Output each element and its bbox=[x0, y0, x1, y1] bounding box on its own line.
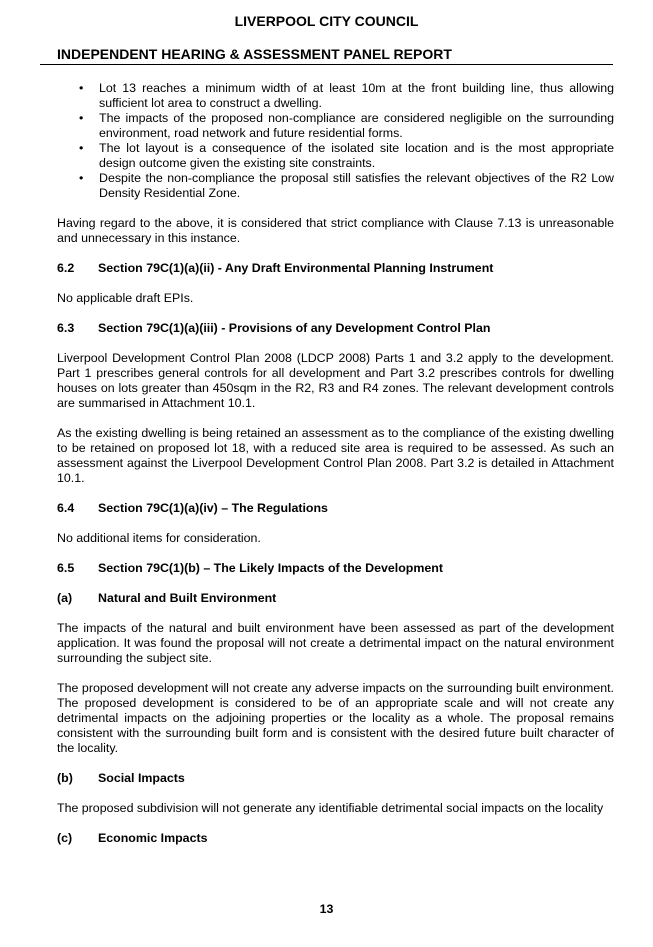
paragraph: No applicable draft EPIs. bbox=[57, 291, 194, 305]
paragraph: No additional items for consideration. bbox=[57, 531, 261, 545]
bullet-item: • The impacts of the proposed non-compliance are considered negligible on the surrounding environment, road network and future residential forms. bbox=[57, 111, 614, 141]
section-title: Section 79C(1)(b) – The Likely Impacts of the Development bbox=[98, 561, 443, 575]
section-number: 6.5 bbox=[57, 561, 75, 575]
bullet-item: • Lot 13 reaches a minimum width of at least 10m at the front building line, thus allowing sufficient lot area to construct a dwelling. bbox=[57, 81, 614, 111]
paragraph: The proposed development will not create any adverse impacts on the surrounding built environment. The proposed development is considered to be of an appropriate scale and will not create any detrimental impacts on the adjoining properties or the locality as a whole. The proposal remains consistent with the surrounding built form and is consistent with the desired future built character of the locality. bbox=[57, 681, 614, 755]
paragraph: The proposed subdivision will not generate any identifiable detrimental social impacts on the locality bbox=[57, 801, 604, 815]
document-body bbox=[57, 81, 614, 846]
section-heading-6-2 bbox=[57, 261, 614, 276]
bullet-item: • Despite the non-compliance the proposal still satisfies the relevant objectives of the R2 Low Density Residential Zone. bbox=[57, 171, 614, 201]
section-number: 6.4 bbox=[57, 501, 75, 515]
subsection-title: Social Impacts bbox=[98, 771, 185, 785]
subsection-letter: (c) bbox=[57, 831, 73, 845]
council-name: LIVERPOOL CITY COUNCIL bbox=[234, 13, 419, 29]
subsection-letter: (b) bbox=[57, 771, 73, 785]
report-title: INDEPENDENT HEARING & ASSESSMENT PANEL REPORT bbox=[57, 46, 452, 62]
subsection-title: Economic Impacts bbox=[98, 831, 208, 845]
paragraph-regard: Having regard to the above, it is considered that strict compliance with Clause 7.13 is unreasonable and unnecessary in this instance. bbox=[57, 216, 614, 245]
page-number: 13 bbox=[319, 902, 334, 916]
section-title: Section 79C(1)(a)(iii) - Provisions of any Development Control Plan bbox=[98, 321, 491, 335]
subsection-heading-a bbox=[57, 591, 614, 606]
subsection-title: Natural and Built Environment bbox=[98, 591, 277, 605]
paragraph: The impacts of the natural and built environment have been assessed as part of the development application. It was found the proposal will not create a detrimental impact on the natural environment surrounding the subject site. bbox=[57, 621, 614, 665]
header-divider bbox=[40, 64, 613, 65]
bullet-item: • The lot layout is a consequence of the isolated site location and is the most appropriate design outcome given the existing site constraints. bbox=[57, 141, 614, 171]
section-heading-6-4 bbox=[57, 501, 614, 516]
subsection-letter: (a) bbox=[57, 591, 73, 605]
subsection-heading-b bbox=[57, 771, 614, 786]
section-number: 6.2 bbox=[57, 261, 75, 275]
section-number: 6.3 bbox=[57, 321, 75, 335]
section-heading-6-3 bbox=[57, 321, 614, 336]
bullet-list bbox=[57, 81, 614, 201]
section-heading-6-5 bbox=[57, 561, 614, 576]
paragraph: As the existing dwelling is being retained an assessment as to the compliance of the existing dwelling to be retained on proposed lot 18, with a reduced site area is required to be assessed. As such an assessment against the Liverpool Development Control Plan 2008. Part 3.2 is detailed in Attachment 10.1. bbox=[57, 426, 614, 485]
section-title: Section 79C(1)(a)(ii) - Any Draft Environmental Planning Instrument bbox=[98, 261, 494, 275]
paragraph: Liverpool Development Control Plan 2008 (LDCP 2008) Parts 1 and 3.2 apply to the development. Part 1 prescribes general controls for all development and Part 3.2 prescribes controls for dwelling houses on lots greater than 450sqm in the R2, R3 and R4 zones. The relevant development controls are summarised in Attachment 10.1. bbox=[57, 351, 614, 410]
section-title: Section 79C(1)(a)(iv) – The Regulations bbox=[98, 501, 328, 515]
subsection-heading-c bbox=[57, 831, 614, 846]
